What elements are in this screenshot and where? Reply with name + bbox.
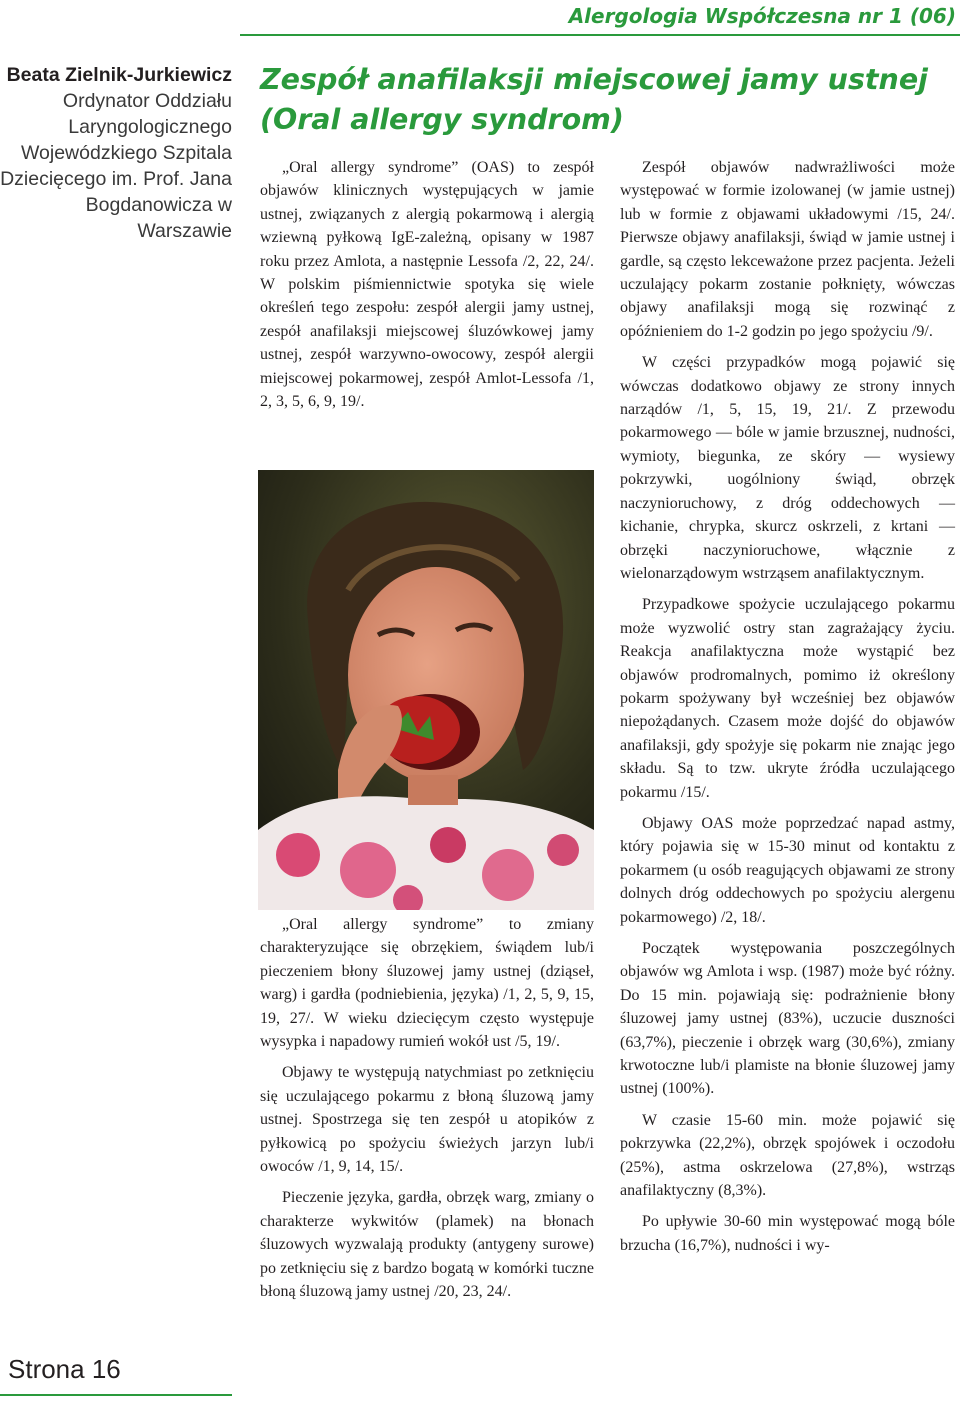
paragraph: W części przypadków mogą pojawić się wówczas dodatkowo objawy ze strony innych narządów /1, 5, 15, 19, 21/. Z przewodu pokarmowego — bóle w jamie brzusznej, nudności, wymioty, biegunka, ze skóry — wysiewy pokrzywki, uogólniony świąd, obrzęk naczynioruchowy, z dróg oddechowych — kichanie, chrypka, skurcz oskrzeli, z krtani — obrzęki naczynioruchowe, włącznie z wielonarządowym wstrząsem anafilaktycznym. (620, 354, 955, 582)
paragraph: „Oral allergy syndrome” (OAS) to zespół objawów klinicznych występujących w jamie ustnej, związanych z alergią pokarmową i alergią wziewną pyłkową IgE-zależną, opisany w 1987 roku przez Amlota, a następnie Lessofa /2, 22, 24/. W polskim piśmiennictwie spotyka się wiele określeń tego zespołu: zespół alergii jamy ustnej, zespół anafilaksji miejscowej śluzówkowej jamy ustnej, zespół warzywno-owocowy, zespół alergii miejscowej pokarmowej, zespół Amlot-Lessofa /1, 2, 3, 5, 6, 9, 19/. (260, 159, 594, 411)
paragraph: „Oral allergy syndrome” to zmiany charakteryzujące się obrzękiem, świądem lub/i pieczeniem błony śluzowej jamy ustnej (dziąseł, warg) i gardła (podniebienia, języka) /1, 2, 5, 9, 15, 19, 27/. W wieku dziecięcym często występuje wysypka i napadowy rumień wokół ust /5, 19/. (260, 916, 594, 1051)
paragraph: Objawy te występują natychmiast po zetknięciu się uczulającego pokarmu z błoną śluzową jamy ustnej. Spostrzega się ten zespół u atopików z pyłkowicą po spożyciu świeżych jarzyn lub/i owoców /1, 9, 14, 15/. (260, 1064, 594, 1176)
author-name: Beata Zielnik-Jurkiewicz (6, 64, 232, 86)
header-rule (240, 34, 960, 36)
paragraph: Pieczenie języka, gardła, obrzęk warg, zmiany o charakterze wykwitów (plamek) na błonach śluzowych wyzwalają produkty (antygeny surowe) po zetknięciu się z bardzo bogatą w komórki tuczne błoną śluzową jamy ustnej /20, 23, 24/. (260, 1189, 594, 1301)
paragraph: W czasie 15-60 min. może pojawić się pokrzywka (22,2%), obrzęk spojówek i oczodołu (25%), astma oskrzelowa (27,8%), wstrząs anafilaktyczny (8,3%). (620, 1111, 955, 1200)
journal-header: Alergologia Współczesna nr 1 (06) (568, 4, 956, 28)
column-left-bottom (260, 913, 594, 1312)
article-photo (258, 470, 594, 910)
author-affiliation: Ordynator Oddziału Laryngologicznego Wojewódzkiego Szpitala Dziecięcego im. Prof. Jana Bogdanowicza w Warszawie (0, 90, 232, 242)
paragraph: Objawy OAS może poprzedzać napad astmy, który pojawia się w 15-30 minut od kontaktu z pokarmem (u osób reagujących objawami ze strony dolnych dróg oddechowych po spożyciu alergenu pokarmowego) /2, 18/. (620, 814, 955, 926)
paragraph: Po upływie 30-60 min występować mogą bóle brzucha (16,7%), nudności i wy- (620, 1213, 955, 1254)
column-right (620, 156, 955, 1265)
paragraph: Zespół objawów nadwrażliwości może występować w formie izolowanej (w jamie ustnej) lub w formie z objawami układowymi /15, 24/. Pierwsze objawy anafilaksji, świąd w jamie ustnej i gardle, są często lekceważone przez pacjenta. Jeżeli uczulający pokarm zostanie połknięty, wówczas objawy anafilaksji mogą się rozwinąć z opóźnieniem do 1-2 godzin po jego spożyciu /9/. (620, 159, 955, 340)
paragraph: Przypadkowe spożycie uczulającego pokarmu może wyzwolić ostry stan zagrażający życiu. Reakcja anafilaktyczna może wystąpić bez objawów prodromalnych, pomimo iż określony pokarm spożywany był wcześniej bez objawów niepożądanych. Czasem może dojść do objawów anafilaksji, gdy spożyje się pokarm nie znając jego składu. Są to tzw. ukryte źródła uczulającego pokarmu /15/. (620, 596, 955, 801)
sidebar-rule (0, 1394, 232, 1396)
article-title: Zespół anafilaksji miejscowej jamy ustnej (Oral allergy syndrom) (260, 63, 928, 136)
column-left-top (260, 156, 594, 421)
author-block (0, 62, 232, 244)
page-number: Strona 16 (8, 1354, 121, 1384)
paragraph: Początek występowania poszczególnych objawów wg Amlota i wsp. (1987) może być różny. Do 15 min. pojawiają się: podrażnienie błony śluzowej jamy ustnej (83%), uczucie duszności (63,7%), pieczenie i obrzęk warg (30,6%), zmiany krwotoczne lub/i plamiste na błonie śluzowej jamy ustnej (100%). (620, 940, 955, 1098)
